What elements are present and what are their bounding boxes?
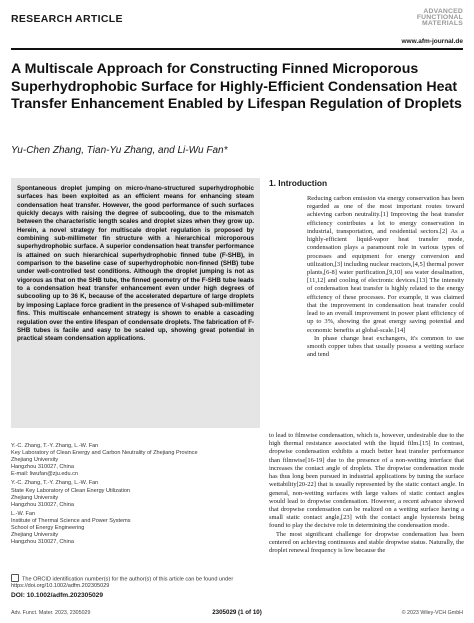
header-divider (11, 48, 463, 50)
page-header (11, 8, 463, 56)
orcid-note-text[interactable]: The ORCID identification number(s) for the author(s) of this article can be found under https://doi.org/10.1002/adfm.202305029 (11, 576, 234, 590)
intro-paragraph: The most significant challenge for dropwise condensation has been centered on achieving continuous and stable dropwise status. Naturally, the droplet renewal frequency is low because the (269, 530, 464, 555)
affiliation-line: Hangzhou 310027, China (11, 501, 74, 508)
introduction-column-bottom (269, 432, 464, 555)
journal-logo-line-3: MATERIALS (422, 20, 463, 28)
journal-logo-line-1: ADVANCED (423, 8, 463, 15)
affiliation-line: School of Energy Engineering (11, 525, 85, 532)
footer-citation: Adv. Funct. Mater. 2023, 2305029 (11, 610, 91, 616)
affiliation-group-2 (11, 480, 260, 508)
article-type-label: RESEARCH ARTICLE (11, 13, 123, 25)
page-footer (11, 609, 463, 619)
affiliation-line: L.-W. Fan (11, 510, 36, 517)
affiliation-line: Zhejiang University (11, 494, 59, 501)
affiliation-line: Hangzhou 310027, China (11, 539, 74, 546)
affiliation-line: Y.-C. Zhang, T.-Y. Zhang, L.-W. Fan (11, 443, 99, 449)
affiliation-line: Institute of Thermal Science and Power Systems (11, 517, 131, 524)
footer-page-number: 2305029 (1 of 10) (212, 609, 262, 616)
journal-url-link[interactable]: www.afm-journal.de (401, 38, 463, 45)
section-heading-introduction: 1. Introduction (269, 178, 328, 188)
affiliation-line: Zhejiang University (11, 532, 59, 539)
orcid-icon (11, 574, 19, 582)
affiliations-block (11, 443, 260, 548)
abstract-text: Spontaneous droplet jumping on micro-/nano-structured superhydrophobic surfaces has been exploited as an efficient means for enhancing steam condensation heat transfer. However, the good performance of such surfaces quickly decays with raising the degree of subcooling, due to the mismatch between the characteristic length scales and droplet sizes when they grow up. Herein, a novel strategy for multiscale droplet regulation is proposed by combining sub-millimeter fin structure with a hierarchical microporous superhydrophobic surface. A superior condensation heat transfer performance is attained on such hierarchical superhydrophobic finned tube (F-SHB), in comparison to the baseline case of superhydrophobic non-finned (SHB) tube under well-controlled test conditions. Although the droplet jumping is not as vigorous as that on the SHB tube, the finned geometry of the F-SHB tube leads to a condensation heat transfer enhancement even under high degrees of subcooling up to 36 K, because of the accelerated departure of large droplets by imposing Laplace force gradient in the presence of V-shaped sub-millimeter fins. This multiscale enhancement strategy is shown to enable a cascading regulation over the entire lifespan of condensate droplets. The fabrication of F-SHB tubes is facile and easy to be scaled up, showing great potential in practical steam condensation applications. (17, 185, 254, 343)
intro-paragraph: Reducing carbon emission via energy conservation has been regarded as one of the most important routes toward achieving carbon neutrality.[1] Improving the heat transfer efficiency contributes a lot to energy conservation in industrial, transportation, and residential sectors.[2] As a highly-efficient liquid-vapor heat transfer mode, condensation plays a paramount role in various types of processes and equipment for energy conversion and utilization,[3] including nuclear reactors,[4,5] thermal power plants,[6-8] water purification,[9,10] sea water desalination,[11,12] and cooling of electronic devices.[13] The intensity of condensation heat transfer is highly related to the energy efficiency of these processes. For example, it was claimed that the improvement in condensation heat transfer could lead to an overall improvement in power plant efficiency of up to 3%, showing the great energy saving potential and economic benefits at global-scale.[14] (307, 195, 464, 334)
affiliation-line: Key Laboratory of Clean Energy and Carbon Neutrality of Zhejiang Province (11, 450, 198, 457)
affiliation-line: Zhejiang University (11, 457, 59, 464)
author-list: Yu-Chen Zhang, Tian-Yu Zhang, and Li-Wu Fan* (11, 145, 228, 156)
journal-logo (417, 9, 463, 28)
abstract-box (11, 178, 260, 428)
orcid-note (11, 575, 260, 590)
affiliation-group-1 (11, 443, 260, 478)
affiliation-line: Y.-C. Zhang, T.-Y. Zhang, L.-W. Fan (11, 480, 99, 487)
intro-paragraph: In phase change heat exchangers, it's common to use smooth copper tubes that usually possess a wetting surface and tend (307, 334, 464, 359)
affiliation-line: State Key Laboratory of Clean Energy Utilization (11, 487, 131, 494)
introduction-column-top (307, 195, 464, 359)
affiliation-line: Hangzhou 310027, China (11, 464, 74, 471)
journal-logo-line-2: FUNCTIONAL (416, 14, 463, 22)
affiliation-group-3 (11, 511, 260, 546)
author-email-link[interactable]: E-mail: liwufan@zju.edu.cn (11, 471, 78, 478)
intro-paragraph: to lead to filmwise condensation, which is, however, undesirable due to the high thermal resistance associated with the liquid film.[15] In contrast, dropwise condensation exhibits a much better heat transfer performance than filmwise[16-19] due to the presence of a non-wetting interface that increases the contact angle of droplets. The dropwise condensation mode has thus long been pursued in industrial applications by tuning the surface wettability[20-22] that is usually represented by the static contact angle. In general, non-wetting surfaces with large values of static contact angles would lead to dropwise condensation. However, a recent advance showed that dropwise condensation can be realized on a wetting surface having a small static contact angle,[23] with the contact angle hysteresis being found to play the decisive role in determining the condensation mode. (269, 432, 464, 530)
doi-link[interactable]: DOI: 10.1002/adfm.202305029 (11, 592, 104, 599)
footer-copyright: © 2023 Wiley-VCH GmbH (401, 610, 463, 616)
article-title: A Multiscale Approach for Constructing Finned Microporous Superhydrophobic Surface for Highly-Efficient Condensation Heat Transfer Enhancement Enabled by Lifespan Regulation of Droplets (11, 61, 462, 112)
